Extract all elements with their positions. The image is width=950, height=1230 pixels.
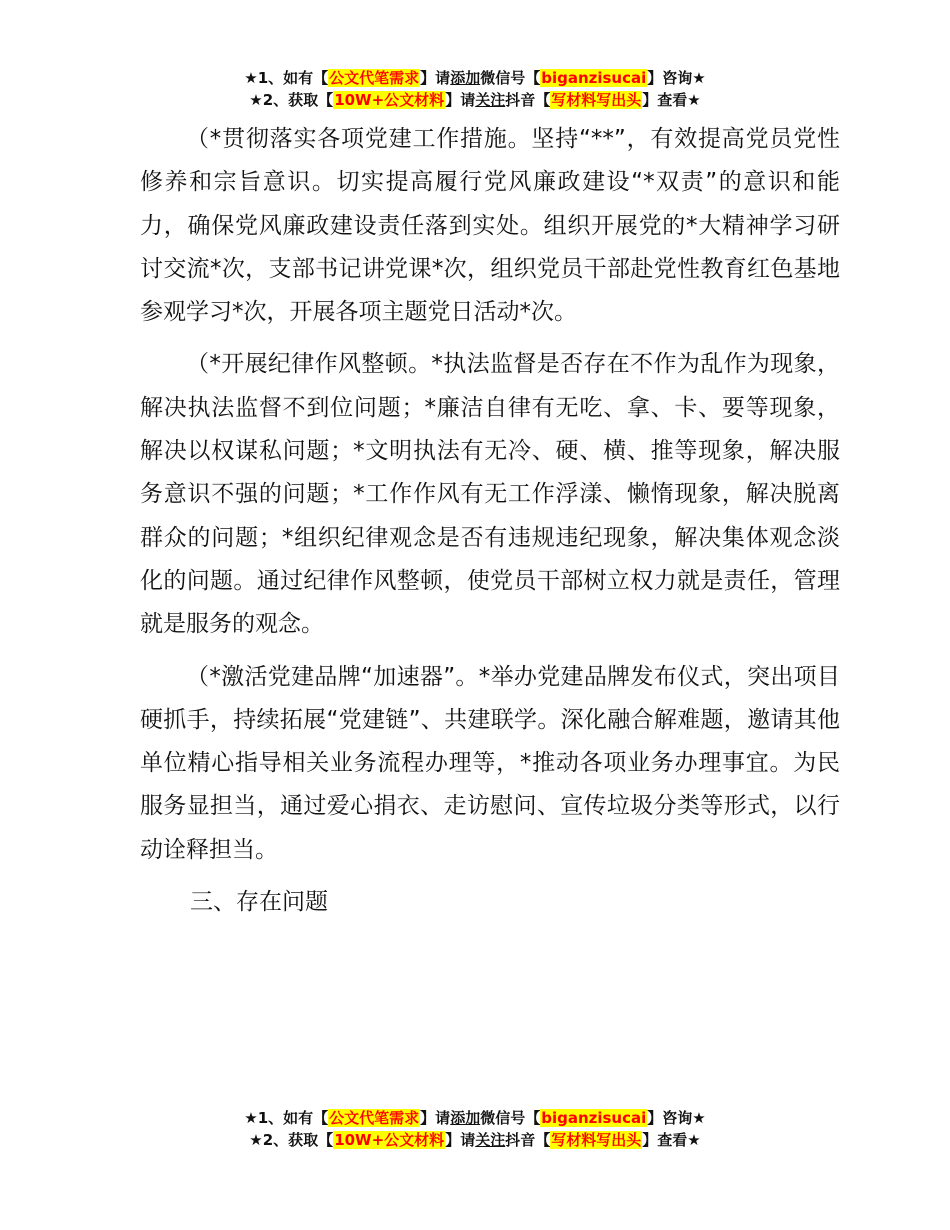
footer-promo-line-2 — [0, 1129, 950, 1151]
footer-promo-line-1-prefix: ★1、如有【 — [244, 1109, 329, 1127]
promo-underlined-add: 添加 — [450, 69, 481, 87]
promo-line-1-suffix: 】咨询★ — [647, 69, 706, 87]
promo-line-1-prefix: ★1、如有【 — [244, 69, 329, 87]
paragraph-discipline-rectification: （*开展纪律作风整顿。*执法监督是否存在不作为乱作为现象，解决执法监督不到位问题；*廉洁自律有无吃、拿、卡、要等现象，解决以权谋私问题；*文明执法有无冷、硬、横、推等现象，解决服务意识不强的问题；*工作作风有无工作浮漾、懒惰现象，解决脱离群众的问题；*组织纪律观念是否有违规违纪现象，解决集体观念淡化的问题。通过纪律作风整顿，使党员干部树立权力就是责任，管理就是服务的观念。 — [140, 351, 840, 638]
promo-line-2 — [0, 89, 950, 111]
promo-line-2-mid: 】请 — [445, 91, 476, 109]
footer-promo-highlight-materials: 10W+公文材料 — [334, 1131, 445, 1149]
promo-line-2-suffix: 】查看★ — [642, 91, 701, 109]
promo-line-1-mid: 】请 — [420, 69, 451, 87]
promo-highlight-ghostwriting: 公文代笔需求 — [329, 69, 420, 87]
footer-promo-line-1-mid2: 微信号【 — [480, 1109, 541, 1127]
footer-promo-banner — [0, 1107, 950, 1151]
paragraph-party-building-measures: （*贯彻落实各项党建工作措施。坚持“**”，有效提高党员党性修养和宗旨意识。切实提高履行党风廉政建设“*双责”的意识和能力，确保党风廉政建设责任落到实处。组织开展党的*大精神学习研讨交流*次，支部书记讲党课*次，组织党员干部赴党性教育红色基地参观学习*次，开展各项主题党日活动*次。 — [140, 126, 840, 326]
promo-line-1-mid2: 微信号【 — [480, 69, 541, 87]
footer-promo-underlined-add: 添加 — [450, 1109, 481, 1127]
promo-line-2-prefix: ★2、获取【 — [249, 91, 334, 109]
footer-promo-line-1-suffix: 】咨询★ — [647, 1109, 706, 1127]
footer-promo-highlight-douyin-account: 写材料写出头 — [551, 1131, 642, 1149]
footer-promo-highlight-wechat-id: biganzisucai — [541, 1109, 647, 1127]
footer-promo-line-2-suffix: 】查看★ — [642, 1131, 701, 1149]
footer-promo-underlined-follow: 关注 — [475, 1131, 506, 1149]
paragraph-brand-accelerator: （*激活党建品牌“加速器”。*举办党建品牌发布仪式，突出项目硬抓手，持续拓展“党建链”、共建联学。深化融合解难题，邀请其他单位精心指导相关业务流程办理等，*推动各项业务办理事宜。为民服务显担当，通过爱心捐衣、走访慰问、宣传垃圾分类等形式，以行动诠释担当。 — [140, 663, 840, 863]
header-promo-banner — [0, 67, 950, 111]
promo-line-2-mid2: 抖音【 — [505, 91, 551, 109]
document-body — [140, 118, 840, 924]
promo-highlight-materials: 10W+公文材料 — [334, 91, 445, 109]
promo-line-1 — [0, 67, 950, 89]
footer-promo-line-2-prefix: ★2、获取【 — [249, 1131, 334, 1149]
footer-promo-line-1 — [0, 1107, 950, 1129]
footer-promo-line-2-mid: 】请 — [445, 1131, 476, 1149]
footer-promo-highlight-ghostwriting: 公文代笔需求 — [329, 1109, 420, 1127]
footer-promo-line-2-mid2: 抖音【 — [505, 1131, 551, 1149]
promo-highlight-wechat-id: biganzisucai — [541, 69, 647, 87]
promo-underlined-follow: 关注 — [475, 91, 506, 109]
promo-highlight-douyin-account: 写材料写出头 — [551, 91, 642, 109]
section-heading-existing-problems: 三、存在问题 — [190, 889, 328, 916]
footer-promo-line-1-mid: 】请 — [420, 1109, 451, 1127]
